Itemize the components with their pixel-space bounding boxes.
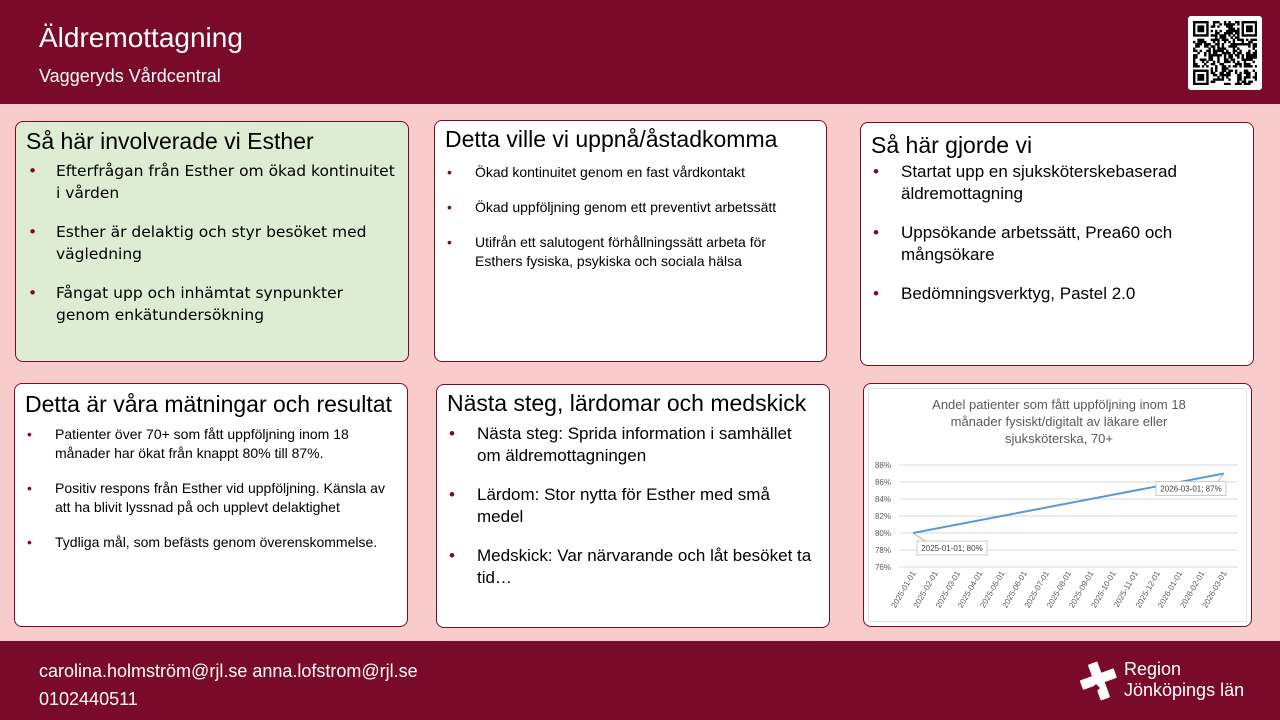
card-chart: [863, 383, 1252, 627]
chart-title-line: Andel patienter som fått uppföljning inom 18: [932, 397, 1186, 412]
y-tick-label: 88%: [874, 461, 891, 470]
y-tick-label: 84%: [874, 495, 891, 504]
line-chart: [869, 389, 1248, 623]
list-item: • Positiv respons från Esther vid uppföljning. Känsla av att ha blivit lyssnad på och upplevt delaktighet: [25, 479, 397, 517]
card-heading: Detta ville vi uppnå/åstadkomma: [445, 126, 778, 152]
x-tick-label: 2025-04-01: [956, 569, 985, 610]
qr-code-icon: [1188, 16, 1262, 90]
chart-area: [868, 388, 1247, 622]
chart-title-line: sjuksköterska, 70+: [1004, 431, 1114, 446]
bullet-list: [871, 161, 1243, 322]
chart-title-line: månader fysiskt/digitalt av läkare eller: [950, 414, 1168, 429]
x-tick-label: 2025-11-01: [1111, 569, 1140, 609]
y-tick-label: 76%: [874, 563, 891, 572]
y-tick-label: 82%: [874, 512, 891, 521]
x-tick-label: 2025-01-01: [889, 569, 918, 610]
annotation-label: 2025-01-01; 80%: [921, 544, 983, 553]
list-item: • Uppsökande arbetssätt, Prea60 och mångsökare: [871, 222, 1243, 266]
list-item: • Esther är delaktig och styr besöket med vägledning: [26, 221, 398, 265]
contact-emails: carolina.holmström@rjl.se anna.lofstrom@rjl.se: [39, 661, 418, 681]
x-tick-label: 2025-05-01: [978, 569, 1007, 610]
x-tick-label: 2025-03-01: [933, 569, 963, 610]
x-tick-label: 2025-12-01: [1133, 569, 1163, 610]
annotation-leader: [913, 533, 925, 541]
x-tick-label: 2025-08-01: [1044, 569, 1074, 610]
card-heading: Detta är våra mätningar och resultat: [25, 391, 392, 417]
list-item: • Startat upp en sjuksköterskebaserad äldremottagning: [871, 161, 1243, 205]
x-tick-label: 2026-01-01: [1156, 569, 1185, 610]
list-item: • Nästa steg: Sprida information i samhället om äldremottagningen: [447, 423, 819, 467]
page-title: Äldremottagning: [39, 22, 243, 53]
card-next-steps: [436, 384, 830, 628]
card-heading: Så här gjorde vi: [871, 132, 1033, 158]
y-tick-label: 86%: [874, 478, 891, 487]
page-subtitle: Vaggeryds Vårdcentral: [39, 66, 221, 86]
card-results: [14, 383, 408, 627]
x-tick-label: 2025-02-01: [911, 569, 940, 610]
bullet-list: [447, 423, 819, 606]
list-item: • Tydliga mål, som befästs genom överenskommelse.: [25, 533, 397, 552]
list-item: • Utifrån ett salutogent förhållningssätt arbeta för Esthers fysiska, psykiska och sociala hälsa: [445, 233, 816, 271]
contact-phone: 0102440511: [39, 689, 138, 709]
bullet-list: [25, 425, 397, 568]
list-item: • Efterfrågan från Esther om ökad kontinuitet i vården: [26, 160, 398, 204]
x-tick-label: 2025-07-01: [1022, 569, 1052, 610]
bullet-list: [26, 160, 398, 343]
y-tick-label: 80%: [874, 529, 891, 538]
card-method: [860, 122, 1254, 366]
list-item: • Bedömningsverktyg, Pastel 2.0: [871, 283, 1243, 305]
list-item: • Fångat upp och inhämtat synpunkter genom enkätundersökning: [26, 282, 398, 326]
x-tick-label: 2026-02-01: [1178, 569, 1207, 610]
y-tick-label: 78%: [874, 546, 891, 555]
annotation-label: 2026-03-01; 87%: [1160, 484, 1222, 494]
list-item: • Ökad kontinuitet genom en fast vårdkontakt: [445, 163, 816, 182]
card-goals: [434, 120, 827, 362]
logo-line-2: Jönköpings län: [1124, 680, 1245, 700]
x-tick-label: 2025-10-01: [1089, 569, 1118, 610]
card-heading: Så här involverade vi Esther: [26, 128, 314, 154]
list-item: • Medskick: Var närvarande och låt besöket ta tid…: [447, 545, 819, 589]
list-item: • Ökad uppföljning genom ett preventivt arbetssätt: [445, 198, 816, 217]
footer: [0, 641, 1280, 720]
list-item: • Patienter över 70+ som fått uppföljning inom 18 månader har ökat från knappt 80% till 87%.: [25, 425, 397, 463]
header: [0, 0, 1280, 104]
logo-line-1: Region: [1124, 659, 1182, 679]
card-heading: Nästa steg, lärdomar och medskick: [447, 390, 807, 416]
card-esther-involvement: [15, 121, 409, 362]
x-tick-label: 2025-09-01: [1067, 569, 1096, 610]
region-cross-icon: [1078, 660, 1120, 702]
x-tick-label: 2025-06-01: [1000, 569, 1029, 610]
bullet-list: [445, 163, 816, 287]
region-logo: [1078, 657, 1268, 707]
x-tick-label: 2026-03-01: [1200, 569, 1229, 610]
list-item: • Lärdom: Stor nytta för Esther med små medel: [447, 484, 819, 528]
